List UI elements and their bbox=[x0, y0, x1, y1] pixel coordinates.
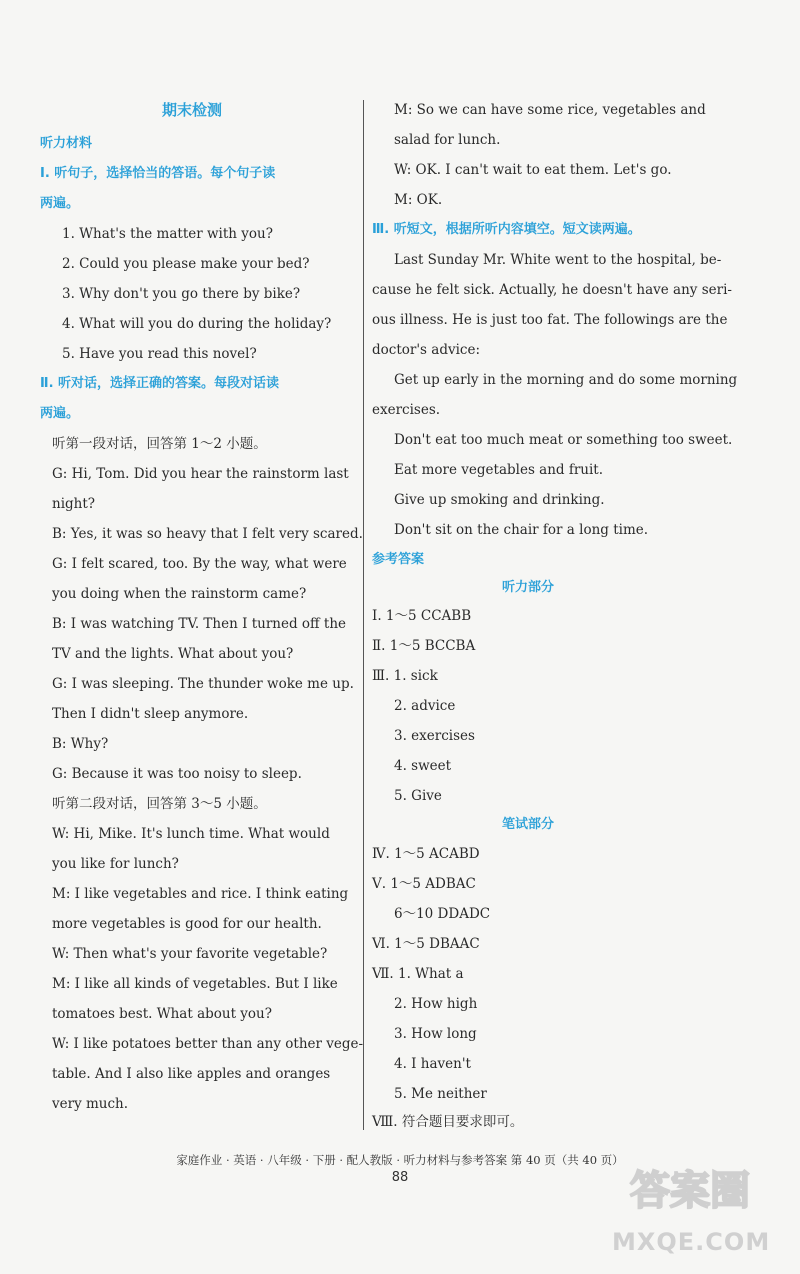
dialogue-line: M: So we can have some rice, vegetables and bbox=[394, 102, 706, 118]
dialogue-line: you doing when the rainstorm came? bbox=[52, 586, 307, 602]
passage-line: Give up smoking and drinking. bbox=[394, 492, 605, 508]
section-1-heading-cont: 两遍。 bbox=[40, 196, 80, 211]
question-5: 5. Have you read this novel? bbox=[62, 346, 257, 362]
answer-line: 5. Give bbox=[394, 788, 442, 804]
page-number: 88 bbox=[391, 1170, 409, 1185]
dialogue-2-intro: 听第二段对话，回答第 3～5 小题。 bbox=[52, 796, 267, 812]
dialogue-line: M: I like all kinds of vegetables. But I like bbox=[52, 976, 338, 992]
passage-line: Get up early in the morning and do some morning bbox=[394, 372, 738, 388]
written-part-heading: 笔试部分 bbox=[502, 817, 555, 832]
answer-line: 4. I haven't bbox=[394, 1056, 471, 1072]
passage-line: Don't sit on the chair for a long time. bbox=[394, 522, 649, 538]
dialogue-line: W: OK. I can't wait to eat them. Let's go. bbox=[394, 162, 672, 178]
answer-line: Ⅱ. 1～5 BCCBA bbox=[372, 638, 476, 654]
dialogue-line: salad for lunch. bbox=[394, 132, 501, 148]
dialogue-line: W: Hi, Mike. It's lunch time. What would bbox=[52, 826, 330, 842]
watermark-logo-text: 答案圈 bbox=[630, 1168, 750, 1214]
dialogue-line: M: I like vegetables and rice. I think eating bbox=[52, 886, 349, 902]
passage-line: cause he felt sick. Actually, he doesn't have any seri- bbox=[372, 282, 732, 298]
dialogue-line: very much. bbox=[52, 1096, 129, 1112]
exam-title: 期末检测 bbox=[162, 101, 223, 119]
dialogue-line: TV and the lights. What about you? bbox=[52, 646, 294, 662]
answer-line: 4. sweet bbox=[394, 758, 452, 774]
dialogue-line: B: I was watching TV. Then I turned off the bbox=[52, 616, 347, 632]
dialogue-line: G: I was sleeping. The thunder woke me up. bbox=[52, 676, 354, 692]
dialogue-line: B: Why? bbox=[52, 736, 109, 752]
watermark-logo bbox=[600, 1160, 780, 1220]
dialogue-line: table. And I also like apples and oranges bbox=[52, 1066, 331, 1082]
answer-line: Ⅴ. 1～5 ADBAC bbox=[372, 876, 476, 892]
page-footer: 家庭作业 · 英语 · 八年级 · 下册 · 配人教版 · 听力材料与参考答案 第 40 页（共 40 页） bbox=[176, 1153, 624, 1167]
answer-line: Ⅰ. 1～5 CCABB bbox=[372, 608, 472, 624]
dialogue-line: B: Yes, it was so heavy that I felt very scared. bbox=[52, 526, 363, 542]
dialogue-line: W: I like potatoes better than any other vege- bbox=[52, 1036, 364, 1052]
dialogue-line: W: Then what's your favorite vegetable? bbox=[52, 946, 328, 962]
dialogue-line: G: Because it was too noisy to sleep. bbox=[52, 766, 302, 782]
section-2-heading: Ⅱ. 听对话，选择正确的答案。每段对话读 bbox=[40, 376, 280, 391]
passage-line: Eat more vegetables and fruit. bbox=[394, 462, 604, 478]
answer-line: Ⅷ. 符合题目要求即可。 bbox=[372, 1114, 524, 1130]
section-3-heading: Ⅲ. 听短文，根据所听内容填空。短文读两遍。 bbox=[372, 222, 641, 237]
listening-part-heading: 听力部分 bbox=[502, 580, 555, 595]
question-3: 3. Why don't you go there by bike? bbox=[62, 286, 301, 302]
section-1-heading: Ⅰ. 听句子，选择恰当的答语。每个句子读 bbox=[40, 166, 276, 181]
passage-line: exercises. bbox=[372, 402, 441, 418]
answer-line: 3. How long bbox=[394, 1026, 477, 1042]
dialogue-line: G: Hi, Tom. Did you hear the rainstorm last bbox=[52, 466, 349, 482]
passage-line: ous illness. He is just too fat. The followings are the bbox=[372, 312, 728, 328]
question-4: 4. What will you do during the holiday? bbox=[62, 316, 332, 332]
answer-line: 3. exercises bbox=[394, 728, 475, 744]
answer-line: 5. Me neither bbox=[394, 1086, 487, 1102]
listening-material-heading: 听力材料 bbox=[40, 136, 93, 151]
dialogue-line: more vegetables is good for our health. bbox=[52, 916, 322, 932]
answer-line: 2. advice bbox=[394, 698, 456, 714]
answer-line: 6～10 DDADC bbox=[394, 906, 491, 922]
dialogue-line: tomatoes best. What about you? bbox=[52, 1006, 272, 1022]
answer-line: 2. How high bbox=[394, 996, 478, 1012]
answer-line: Ⅵ. 1～5 DBAAC bbox=[372, 936, 480, 952]
passage-line: Don't eat too much meat or something too sweet. bbox=[394, 432, 733, 448]
dialogue-line: G: I felt scared, too. By the way, what were bbox=[52, 556, 347, 572]
passage-line: Last Sunday Mr. White went to the hospital, be- bbox=[394, 252, 722, 268]
dialogue-1-intro: 听第一段对话，回答第 1～2 小题。 bbox=[52, 436, 267, 452]
answer-line: Ⅲ. 1. sick bbox=[372, 668, 438, 684]
answer-line: Ⅶ. 1. What a bbox=[372, 966, 464, 982]
dialogue-line: night? bbox=[52, 496, 96, 512]
dialogue-line: Then I didn't sleep anymore. bbox=[52, 706, 249, 722]
dialogue-line: M: OK. bbox=[394, 192, 443, 208]
answers-heading: 参考答案 bbox=[372, 552, 425, 567]
passage-line: doctor's advice: bbox=[372, 342, 480, 358]
question-1: 1. What's the matter with you? bbox=[62, 226, 273, 242]
question-2: 2. Could you please make your bed? bbox=[62, 256, 310, 272]
answer-line: Ⅳ. 1～5 ACABD bbox=[372, 846, 480, 862]
section-2-heading-cont: 两遍。 bbox=[40, 406, 80, 421]
dialogue-line: you like for lunch? bbox=[52, 856, 179, 872]
column-divider bbox=[363, 100, 364, 1130]
watermark-url: MXQE.COM bbox=[612, 1228, 771, 1256]
